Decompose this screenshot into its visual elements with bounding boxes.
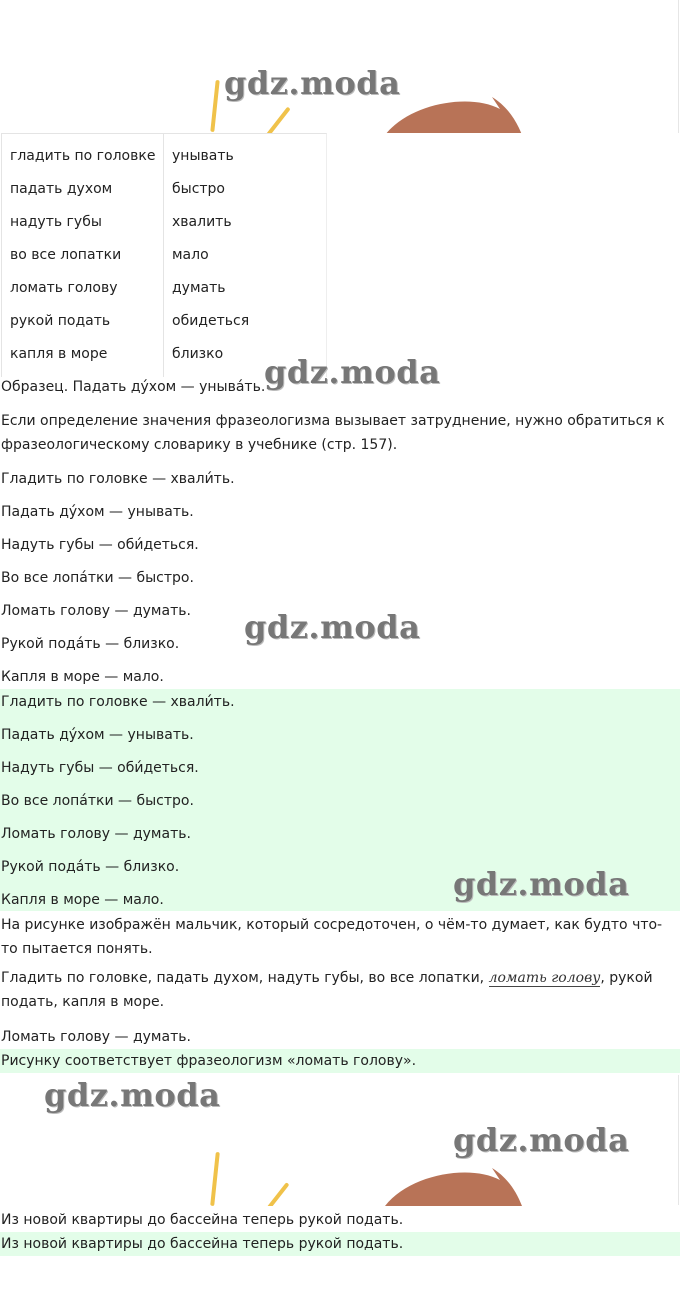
pencil-stick <box>210 80 219 132</box>
handwritten-phrase: ломать голову <box>488 970 601 986</box>
hint-text: Если определение значения фразеологизма вызывает затруднение, нужно обратиться к фразеологическому словарику в учебнике (стр. 157). <box>1 413 665 453</box>
table-cell: падать духом <box>10 181 113 197</box>
answer-line: Капля в море — мало. <box>1 669 164 685</box>
answer-line: Рукой пода́ть — близко. <box>1 636 180 652</box>
phrases-list-after: , рукой подать, капля в море. <box>1 970 653 1010</box>
table-cell: ломать голову <box>10 280 118 296</box>
answer-line: Ломать голову — думать. <box>1 826 191 842</box>
table-cell: гладить по головке <box>10 148 156 164</box>
table-cell: надуть губы <box>10 214 102 230</box>
highlighted-conclusion-block <box>0 1049 680 1073</box>
answer-line: Ломать голову — думать. <box>1 603 191 619</box>
illustration-bottom <box>0 1140 680 1206</box>
answer-line: Надуть губы — оби́деться. <box>1 760 199 776</box>
table-cell: рукой подать <box>10 313 111 329</box>
watermark: gdz.moda <box>453 865 630 903</box>
table-cell: обидеться <box>172 313 250 329</box>
answer-line: Во все лопа́тки — быстро. <box>1 793 194 809</box>
phrases-column <box>10 134 155 365</box>
answer-line: Гладить по головке — хвали́ть. <box>1 694 235 710</box>
pencil-stick <box>265 107 290 133</box>
sample-text: Образец. Падать ду́хом — уныва́ть. <box>1 379 266 395</box>
watermark: gdz.moda <box>224 64 401 102</box>
answer-line: Гладить по головке — хвали́ть. <box>1 471 235 487</box>
table-cell: капля в море <box>10 346 108 362</box>
pencil-stick <box>267 1182 290 1206</box>
phrases-list-line <box>1 966 677 1014</box>
table-cell: унывать <box>172 148 234 164</box>
answer-line: Капля в море — мало. <box>1 892 164 908</box>
hair-shape <box>380 1166 530 1206</box>
phrases-list-before: Гладить по головке, падать духом, надуть губы, во все лопатки, <box>1 970 485 986</box>
picture-conclusion: Рисунку соответствует фразеологизм «ломать голову». <box>1 1053 417 1069</box>
answer-line: Надуть губы — оби́деться. <box>1 537 199 553</box>
table-cell: быстро <box>172 181 225 197</box>
watermark: gdz.moda <box>453 1121 630 1159</box>
highlighted-sentence-block <box>0 1232 680 1256</box>
table-cell: во все лопатки <box>10 247 122 263</box>
answer-line: Рукой пода́ть — близко. <box>1 859 180 875</box>
table-cell: хвалить <box>172 214 232 230</box>
watermark: gdz.moda <box>244 608 421 646</box>
watermark: gdz.moda <box>264 353 441 391</box>
answer-line: Падать ду́хом — унывать. <box>1 727 194 743</box>
phrase-pairs-table <box>1 133 327 377</box>
meanings-column <box>172 134 249 365</box>
table-cell: близко <box>172 346 224 362</box>
picture-answer: Ломать голову — думать. <box>1 1029 191 1045</box>
example-sentence-highlighted: Из новой квартиры до бассейна теперь рукой подать. <box>1 1236 404 1252</box>
hair-shape <box>380 95 530 133</box>
answer-line: Во все лопа́тки — быстро. <box>1 570 194 586</box>
table-cell: мало <box>172 247 209 263</box>
pencil-stick <box>210 1152 220 1206</box>
picture-description: На рисунке изображён мальчик, который сосредоточен, о чём-то думает, как будто что-то пытается понять. <box>1 917 663 957</box>
table-cell: думать <box>172 280 226 296</box>
table-divider <box>163 134 164 377</box>
example-sentence: Из новой квартиры до бассейна теперь рукой подать. <box>1 1212 404 1228</box>
watermark: gdz.moda <box>44 1076 221 1114</box>
answer-line: Падать ду́хом — унывать. <box>1 504 194 520</box>
